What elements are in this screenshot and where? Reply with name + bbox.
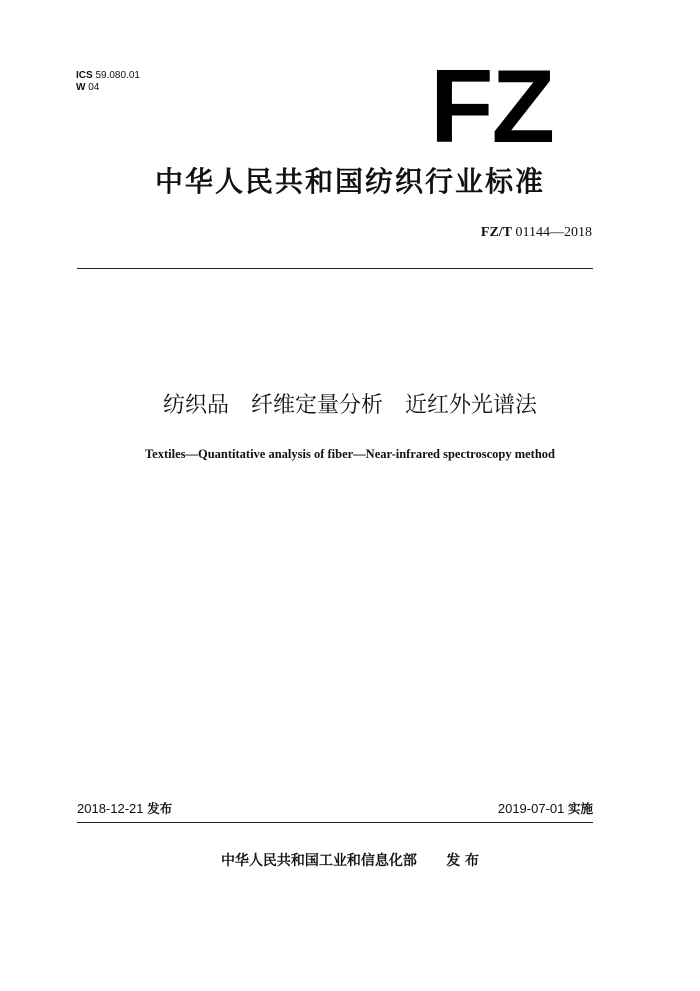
organization-title: 中华人民共和国纺织行业标准 xyxy=(154,165,545,198)
implementation-date xyxy=(498,800,593,818)
document-title-english: Textiles—Quantitative analysis of fiber—Near-infrared spectroscopy method xyxy=(144,447,556,461)
ics-label: ICS xyxy=(76,70,93,81)
ccs-code: 04 xyxy=(88,82,100,93)
fz-logo: FZ xyxy=(430,49,554,165)
implementation-date-value: 2019-07-01 xyxy=(497,801,565,816)
issue-date-value: 2018-12-21 xyxy=(77,801,144,816)
bottom-divider xyxy=(77,822,593,823)
standard-number-value: 01144—2018 xyxy=(515,225,592,240)
standard-number-prefix: FZ/T xyxy=(480,225,513,240)
issuing-authority xyxy=(0,850,700,872)
standard-number xyxy=(481,224,592,242)
classification-codes xyxy=(76,70,140,94)
ics-code: 59.080.01 xyxy=(95,70,140,81)
ccs-code-line xyxy=(76,82,140,94)
issuer-name: 中华人民共和国工业和信息化部 xyxy=(220,853,417,869)
issue-date-label: 发布 xyxy=(147,801,173,816)
top-divider xyxy=(77,268,593,269)
ics-code-line xyxy=(76,70,140,82)
implementation-date-label: 实施 xyxy=(567,801,593,816)
ccs-label: W xyxy=(76,82,86,93)
document-title-chinese: 纺织品 纤维定量分析 近红外光谱法 xyxy=(162,393,537,418)
issue-date xyxy=(77,800,172,818)
issuer-action: 发 布 xyxy=(446,853,480,869)
